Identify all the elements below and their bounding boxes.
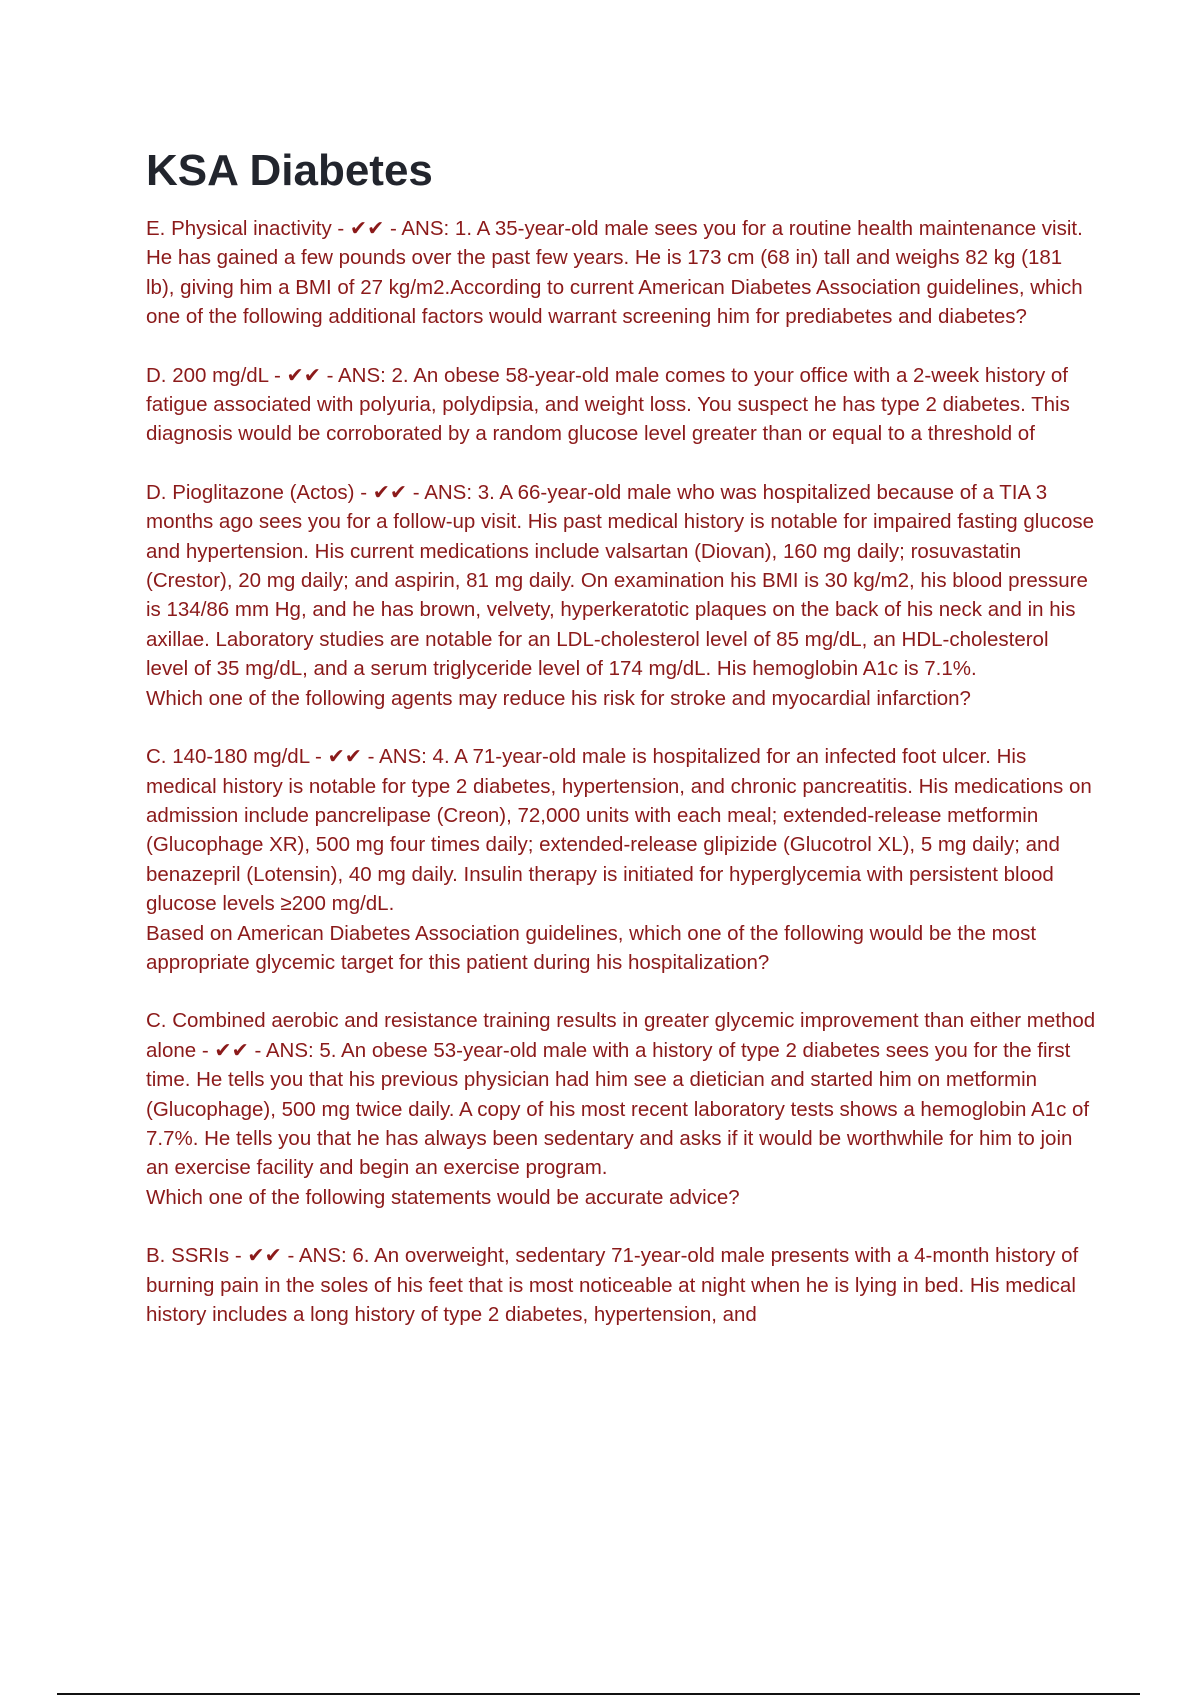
qa-entry-text: D. 200 mg/dL - ✔✔ - ANS: 2. An obese 58-year-old male comes to your office with a 2-week history of fatigue associated with polyuria, polydipsia, and weight loss. You suspect he has type 2 diabetes. This diagnosis would be corroborated by a random glucose level greater than or equal to a threshold of — [146, 363, 1070, 446]
answer-text: D. Pioglitazone (Actos) — [146, 480, 355, 504]
document-page — [146, 140, 1096, 1358]
check-mark-icon: ✔✔ — [349, 217, 385, 240]
qa-entry-text: E. Physical inactivity - ✔✔ - ANS: 1. A 35-year-old male sees you for a routine health maintenance visit. He has gained a few pounds over the past few years. He is 173 cm (68 in) tall and weighs 82 kg (181 lb), giving him a BMI of 27 kg/m2.According to current American Diabetes Association guidelines, which one of the following additional factors would warrant screening him for prediabetes and diabetes? — [146, 217, 1083, 329]
qa-entry-6 — [146, 1241, 1096, 1329]
qa-entry-4 — [146, 742, 1096, 977]
answer-text: D. 200 mg/dL — [146, 363, 269, 387]
followup-question: Based on American Diabetes Association guidelines, which one of the following would be the most appropriate glycemic target for this patient during his hospitalization? — [146, 921, 1037, 974]
answer-text: C. 140-180 mg/dL — [146, 745, 310, 769]
check-mark-icon: ✔✔ — [286, 363, 321, 387]
qa-entry-text: C. Combined aerobic and resistance training results in greater glycemic improvement than either method alone - ✔✔ - ANS: 5. An obese 53-year-old male with a history of type 2 diabetes sees you for the first time. He tells you that his previous physician had him see a dietician and started him on metformin (Glucophage), 500 mg twice daily. A copy of his most recent laboratory tests shows a hemoglobin A1c of 7.7%. He tells you that he has always been sedentary and asks if it would be worthwhile for him to join an exercise facility and begin an exercise program. — [146, 1009, 1096, 1180]
question-text: ANS: 1. A 35-year-old male sees you for a routine health maintenance visit. He has gained a few pounds over the past few years. He is 173 cm (68 in) tall and weighs 82 kg (181 lb), giving him a BMI of 27 kg/m2.According to current American Diabetes Association guidelines, which one of the following additional factors would warrant screening him for prediabetes and diabetes? — [146, 217, 1083, 329]
question-text: ANS: 2. An obese 58-year-old male comes to your office with a 2-week history of fatigue associated with polyuria, polydipsia, and weight loss. You suspect he has type 2 diabetes. This diagnosis would be corroborated by a random glucose level greater than or equal to a threshold of — [146, 363, 1070, 446]
answer-text: E. Physical inactivity — [146, 217, 332, 240]
qa-entry-text: B. SSRIs - ✔✔ - ANS: 6. An overweight, sedentary 71-year-old male presents with a 4-month history of burning pain in the soles of his feet that is most noticeable at night when he is lying in bed. His medical history includes a long history of type 2 diabetes, hypertension, and — [146, 1244, 1079, 1326]
qa-entry-3 — [146, 478, 1096, 713]
check-mark-icon: ✔✔ — [327, 745, 362, 769]
check-mark-icon: ✔✔ — [372, 480, 408, 504]
question-text: ANS: 5. An obese 53-year-old male with a history of type 2 diabetes sees you for the first time. He tells you that his previous physician had him see a dietician and started him on metformin (Glucophage), 500 mg twice daily. A copy of his most recent laboratory tests shows a hemoglobin A1c of 7.7%. He tells you that he has always been sedentary and asks if it would be worthwhile for him to join an exercise facility and begin an exercise program. — [146, 1038, 1090, 1180]
check-mark-icon: ✔✔ — [214, 1038, 249, 1062]
document-title: KSA Diabetes — [146, 146, 433, 195]
check-mark-icon: ✔✔ — [247, 1244, 282, 1268]
answer-text: C. Combined aerobic and resistance training results in greater glycemic improvement than either method alone — [146, 1009, 1096, 1062]
qa-entry-text: D. Pioglitazone (Actos) - ✔✔ - ANS: 3. A 66-year-old male who was hospitalized because of a TIA 3 months ago sees you for a follow-up visit. His past medical history is notable for impaired fasting glucose and hypertension. His current medications include valsartan (Diovan), 160 mg daily; rosuvastatin (Crestor), 20 mg daily; and aspirin, 81 mg daily. On examination his BMI is 30 kg/m2, his blood pressure is 134/86 mm Hg, and he has brown, velvety, hyperkeratotic plaques on the back of his neck and in his axillae. Laboratory studies are notable for an LDL-cholesterol level of 85 mg/dL, an HDL-cholesterol level of 35 mg/dL, and a serum triglyceride level of 174 mg/dL. His hemoglobin A1c is 7.1%. — [146, 480, 1095, 681]
qa-entry-5 — [146, 1006, 1096, 1212]
question-text: ANS: 4. A 71-year-old male is hospitalized for an infected foot ulcer. His medical history is notable for type 2 diabetes, hypertension, and chronic pancreatitis. His medications on admission include pancrelipase (Creon), 72,000 units with each meal; extended-release metformin (Glucophage XR), 500 mg four times daily; extended-release glipizide (Glucotrol XL), 5 mg daily; and benazepril (Lotensin), 40 mg daily. Insulin therapy is initiated for hyperglycemia with persistent blood glucose levels ≥200 mg/dL. — [146, 745, 1092, 916]
page-bottom-divider — [57, 1693, 1140, 1695]
qa-entry-1 — [146, 214, 1096, 332]
followup-question: Which one of the following statements would be accurate advice? — [146, 1185, 740, 1209]
question-text: ANS: 3. A 66-year-old male who was hospitalized because of a TIA 3 months ago sees you for a follow-up visit. His past medical history is notable for impaired fasting glucose and hypertension. His current medications include valsartan (Diovan), 160 mg daily; rosuvastatin (Crestor), 20 mg daily; and aspirin, 81 mg daily. On examination his BMI is 30 kg/m2, his blood pressure is 134/86 mm Hg, and he has brown, velvety, hyperkeratotic plaques on the back of his neck and in his axillae. Laboratory studies are notable for an LDL-cholesterol level of 85 mg/dL, an HDL-cholesterol level of 35 mg/dL, and a serum triglyceride level of 174 mg/dL. His hemoglobin A1c is 7.1%. — [146, 480, 1095, 681]
answer-text: B. SSRIs — [146, 1244, 230, 1268]
question-text: ANS: 6. An overweight, sedentary 71-year-old male presents with a 4-month history of burning pain in the soles of his feet that is most noticeable at night when he is lying in bed. His medical history includes a long history of type 2 diabetes, hypertension, and — [146, 1244, 1079, 1326]
followup-question: Which one of the following agents may reduce his risk for stroke and myocardial infarction? — [146, 686, 971, 710]
qa-entry-2 — [146, 361, 1096, 449]
qa-entry-text: C. 140-180 mg/dL - ✔✔ - ANS: 4. A 71-year-old male is hospitalized for an infected foot ulcer. His medical history is notable for type 2 diabetes, hypertension, and chronic pancreatitis. His medications on admission include pancrelipase (Creon), 72,000 units with each meal; extended-release metformin (Glucophage XR), 500 mg four times daily; extended-release glipizide (Glucotrol XL), 5 mg daily; and benazepril (Lotensin), 40 mg daily. Insulin therapy is initiated for hyperglycemia with persistent blood glucose levels ≥200 mg/dL. — [146, 745, 1092, 916]
